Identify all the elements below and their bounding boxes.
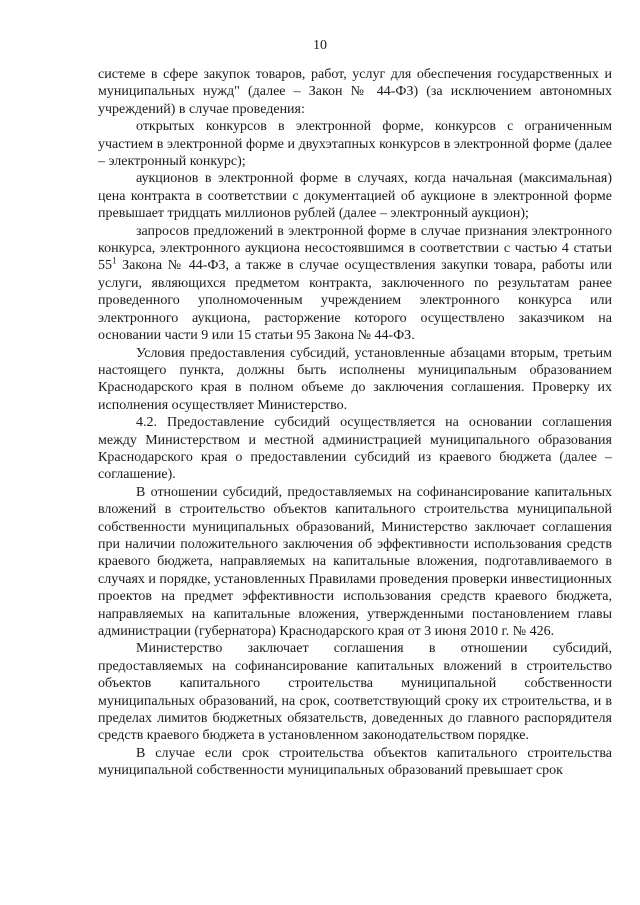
paragraph: В отношении субсидий, предоставляемых на софинансирование капитальных вложений в строительство объектов капитального строительства муниципальной собственности муниципальных образований, Министерство заключает соглашения при наличии положительного заключения об эффективности использования средств краевого бюджета, направляемых на капитальные вложения, подготавливаемого в случаях и порядке, установленных Правилами проведения проверки инвестиционных проектов на предмет эффективности использования средств краевого бюджета, направляемых на капитальные вложения, утвержденными постановлением главы администрации (губернатора) Краснодарского края от 3 июня 2010 г. № 426.: [98, 484, 612, 639]
paragraph: 4.2. Предоставление субсидий осуществляется на основании соглашения между Министерством и местной администрацией муниципального образования Краснодарского края о предоставлении субсидий из краевого бюджета (далее – соглашение).: [98, 415, 612, 483]
paragraph: [98, 223, 612, 345]
document-body: [98, 66, 612, 780]
superscript: 1: [112, 255, 117, 266]
page-number: 10: [313, 38, 327, 53]
paragraph: В случае если срок строительства объектов капитального строительства муниципальной собственности муниципальных образований превышает срок: [98, 745, 612, 779]
paragraph: Условия предоставления субсидий, установленные абзацами вторым, третьим настоящего пункта, должны быть исполнены муниципальным образованием Краснодарского края в полном объеме до заключения соглашения. Проверку их исполнения осуществляет Министерство.: [98, 345, 612, 413]
paragraph: открытых конкурсов в электронной форме, конкурсов с ограниченным участием в электронной форме и двухэтапных конкурсов в электронной форме (далее – электронный конкурс);: [98, 119, 612, 170]
paragraph: Министерство заключает соглашения в отношении субсидий, предоставляемых на софинансирование капитальных вложений в строительство объектов капитального строительства муниципальной собственности муниципальных образований, на срок, соответствующий сроку их строительства, и в пределах лимитов бюджетных обязательств, доведенных до главного распорядителя средств краевого бюджета в установленном законодательством порядке.: [98, 641, 612, 744]
paragraph-text: Закона № 44-ФЗ, а также в случае осуществления закупки товара, работы или услуги, являющихся предметом контракта, заключенного по результатам ранее проведенного уполномоченным учреждением электронного конкурса или электронного аукциона, расторжение которого осуществлено заказчиком на основании части 9 или 15 статьи 95 Закона № 44-ФЗ.: [98, 258, 612, 344]
paragraph-text: запросов предложений в электронной форме в случае признания электронного конкурса, электронного аукциона несостоявшимся в соответствии с частью 4 статьи 55: [98, 223, 612, 274]
paragraph: системе в сфере закупок товаров, работ, услуг для обеспечения государственных и муниципальных нужд" (далее – Закон № 44-ФЗ) (за исключением автономных учреждений) в случае проведения:: [98, 67, 612, 117]
paragraph: аукционов в электронной форме в случаях, когда начальная (максимальная) цена контракта в соответствии с документацией об аукционе в электронной форме превышает тридцать миллионов рублей (далее – электронный аукцион);: [98, 171, 612, 222]
